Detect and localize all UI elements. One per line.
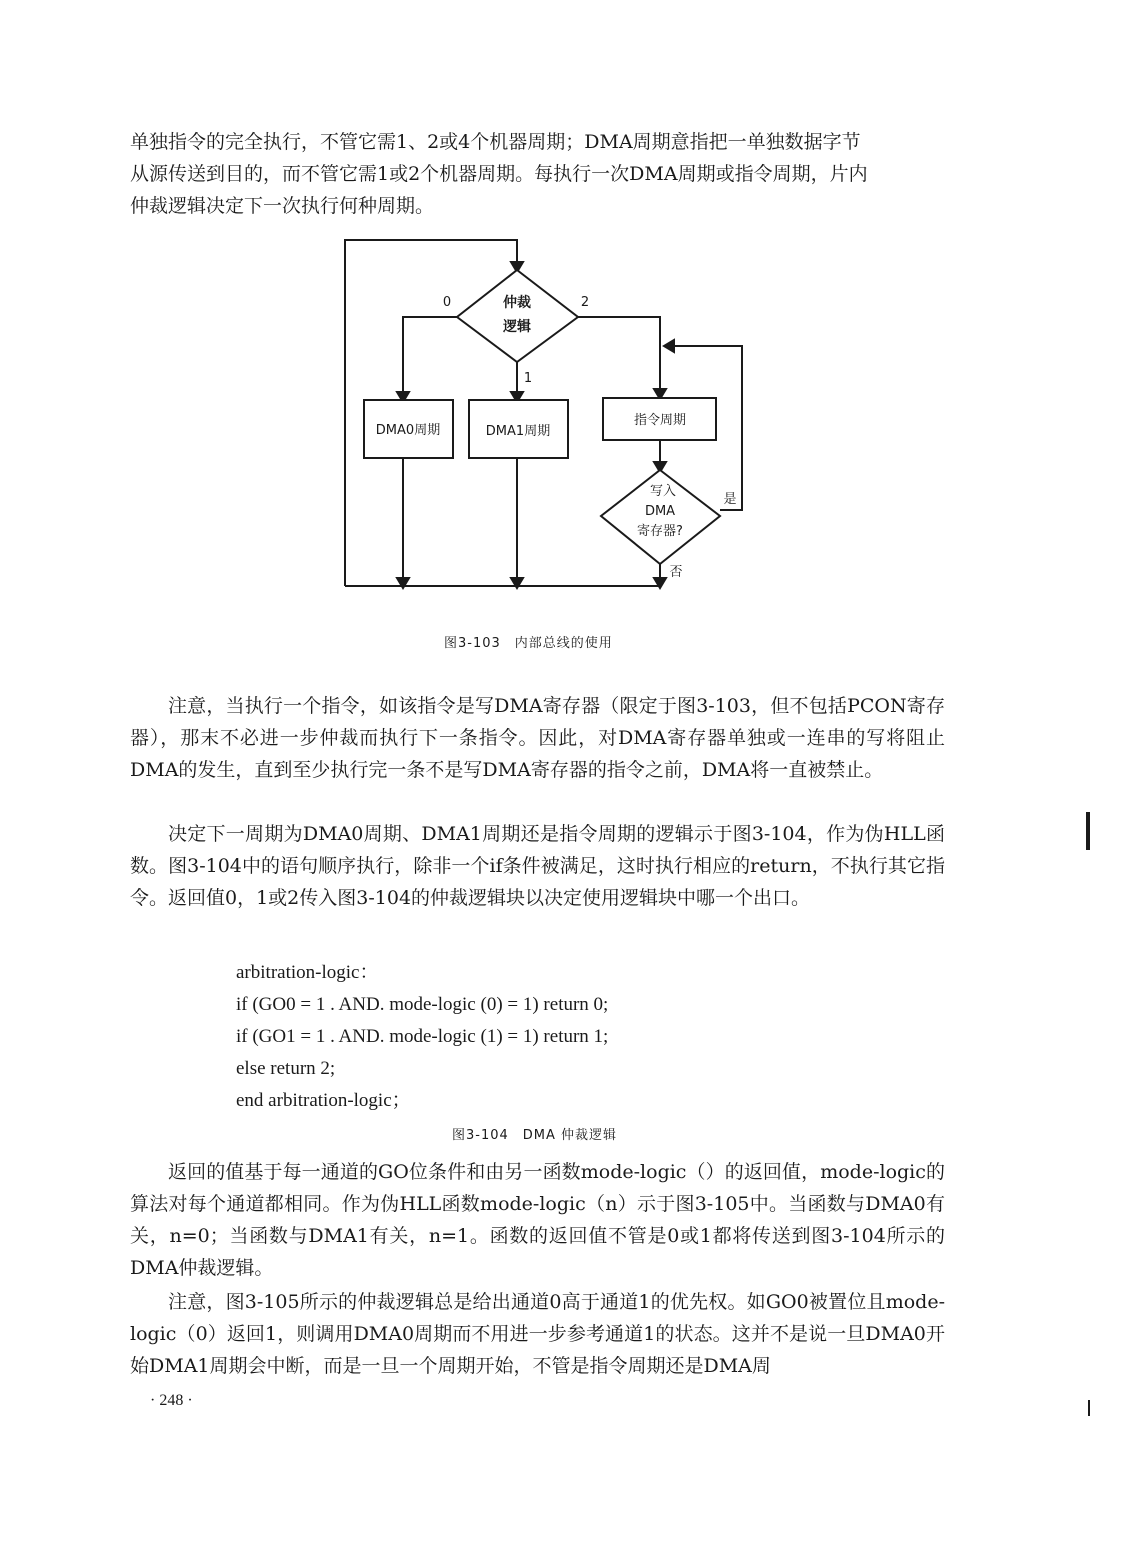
return-value-paragraph: 返回的值基于每一通道的GO位条件和由另一函数mode-logic（）的返回值，mode-logic的算法对每个通道都相同。作为伪HLL函数mode-logic（n）示于图3-105中。当函数与DMA0有关，n=0；当函数与DMA1有关，n=1。函数的返回值不管是0或1都将传送到图3-104所示的DMA仲裁逻辑。 — [130, 1161, 945, 1279]
intro-line: 从源传送到目的，而不管它需1或2个机器周期。每执行一次DMA周期或指令周期，片内 — [130, 163, 868, 185]
exit-2-label: 2 — [580, 295, 590, 310]
figure-3-103-caption: 图3-103 内部总线的使用 — [444, 636, 613, 651]
exit-0-label: 0 — [442, 295, 452, 310]
code-line: if (GO1 = 1 . AND. mode-logic (1) = 1) return 1; — [236, 1026, 609, 1047]
arbiter-label-line1: 仲裁 — [503, 295, 531, 311]
margin-mark — [1088, 1400, 1090, 1416]
dma0-cycle-label: DMA0周期 — [375, 423, 441, 438]
arbiter-label-line2: 逻辑 — [503, 319, 531, 335]
decision-label-line2: DMA — [644, 504, 676, 519]
page-number: · 248 · — [150, 1392, 193, 1409]
figure-3-104-caption: 图3-104 DMA 仲裁逻辑 — [452, 1128, 618, 1143]
no-label: 否 — [669, 565, 683, 580]
arbiter-diamond — [457, 270, 578, 362]
dma1-cycle-label: DMA1周期 — [485, 424, 551, 439]
margin-mark — [1086, 812, 1090, 850]
note-paragraph: 注意，当执行一个指令，如该指令是写DMA寄存器（限定于图3-103，但不包括PCON寄存器），那末不必进一步仲裁而执行下一条指令。因此，对DMA寄存器单独或一连串的写将阻止DMA的发生，直到至少执行完一条不是写DMA寄存器的指令之前，DMA将一直被禁止。 — [130, 695, 945, 781]
exit-1-label: 1 — [523, 371, 533, 386]
code-line: else return 2; — [236, 1058, 336, 1079]
code-line: if (GO0 = 1 . AND. mode-logic (0) = 1) return 0; — [236, 994, 609, 1015]
code-line: end arbitration-logic； — [236, 1090, 411, 1111]
figure-3-104-code — [236, 957, 876, 1117]
intro-line: 仲裁逻辑决定下一次执行何种周期。 — [130, 195, 435, 217]
decide-paragraph: 决定下一周期为DMA0周期、DMA1周期还是指令周期的逻辑示于图3-104，作为伪HLL函数。图3-104中的语句顺序执行，除非一个if条件被满足，这时执行相应的return，不执行其它指令。返回值0，1或2传入图3-104的仲裁逻辑块以决定使用逻辑块中哪一个出口。 — [130, 823, 945, 909]
intro-line: 单独指令的完全执行，不管它需1、2或4个机器周期；DMA周期意指把一单独数据字节 — [130, 131, 861, 153]
code-line: arbitration-logic： — [236, 962, 379, 983]
yes-label: 是 — [723, 492, 737, 507]
priority-paragraph: 注意，图3-105所示的仲裁逻辑总是给出通道0高于通道1的优先权。如GO0被置位且mode-logic（0）返回1，则调用DMA0周期而不用进一步参考通道1的状态。这并不是说一旦DMA0开始DMA1周期会中断，而是一旦一个周期开始，不管是指令周期还是DMA周 — [130, 1291, 945, 1377]
figure-3-103-flowchart — [0, 0, 1122, 640]
decision-label-line3: 寄存器? — [637, 524, 683, 539]
instruction-cycle-label: 指令周期 — [633, 413, 687, 428]
decision-label-line1: 写入 — [649, 484, 677, 499]
